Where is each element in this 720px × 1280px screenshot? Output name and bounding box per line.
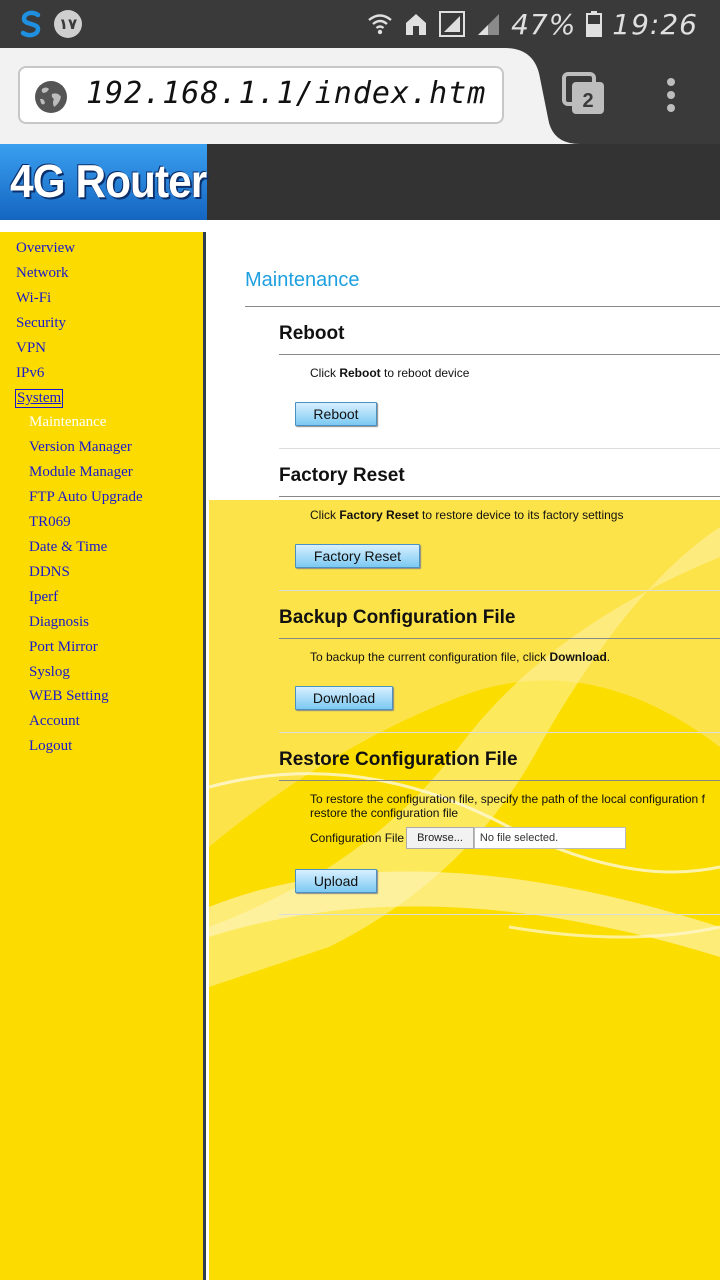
restore-description-line1: To restore the configuration file, specify the path of the local configuration f (310, 792, 705, 806)
sidebar-subitem-iperf[interactable]: Iperf (29, 589, 59, 605)
battery-icon (586, 11, 602, 37)
sidebar-item-system[interactable]: System (17, 390, 62, 406)
home-icon (403, 11, 429, 37)
tabs-icon (560, 70, 610, 120)
browser-toolbar (0, 48, 720, 144)
tab-count: 2 (582, 90, 594, 112)
reboot-description: Click Reboot to reboot device (310, 366, 470, 380)
sidebar-subitem-diagnosis[interactable]: Diagnosis (29, 614, 89, 630)
section-separator (279, 590, 720, 591)
file-status-field: No file selected. (474, 827, 626, 849)
sidebar-nav (0, 232, 206, 1280)
factory-reset-description: Click Factory Reset to restore device to its factory settings (310, 508, 624, 522)
section-separator (279, 914, 720, 915)
more-vert-icon (656, 76, 686, 116)
sidebar-subitem-version-manager[interactable]: Version Manager (29, 439, 132, 455)
page-title: Maintenance (245, 269, 360, 291)
notification-count-badge: ۱۷ (54, 10, 82, 38)
tabs-button[interactable] (560, 70, 610, 120)
sidebar-subitem-account[interactable]: Account (29, 713, 80, 729)
reboot-divider (279, 354, 720, 355)
sidebar-item-network[interactable]: Network (16, 265, 69, 281)
main-content (209, 227, 720, 1280)
reboot-heading: Reboot (279, 323, 345, 344)
sidebar-item-security[interactable]: Security (16, 315, 66, 331)
address-bar[interactable] (18, 66, 504, 124)
restore-description-line2: restore the configuration file (310, 806, 459, 820)
factory-reset-divider (279, 496, 720, 497)
upload-button[interactable]: Upload (295, 869, 377, 893)
overflow-menu-button[interactable] (656, 76, 686, 116)
wifi-icon (367, 11, 393, 37)
section-separator (279, 732, 720, 733)
backup-heading: Backup Configuration File (279, 607, 516, 628)
url-text: 192.168.1.1/index.htm (86, 76, 487, 111)
reboot-button[interactable]: Reboot (295, 402, 377, 426)
sidebar-subitem-port-mirror[interactable]: Port Mirror (29, 639, 98, 655)
globe-icon (34, 80, 68, 114)
factory-reset-button[interactable]: Factory Reset (295, 544, 420, 568)
sidebar-subitem-syslog[interactable]: Syslog (29, 664, 70, 680)
header-divider (0, 220, 720, 227)
sidebar-subitem-ftp-auto-upgrade[interactable]: FTP Auto Upgrade (29, 489, 143, 505)
download-button[interactable]: Download (295, 686, 393, 710)
sidebar-subitem-tr069[interactable]: TR069 (29, 514, 71, 530)
browse-button[interactable]: Browse... (406, 827, 474, 849)
sidebar-item-vpn[interactable]: VPN (16, 340, 47, 356)
factory-reset-heading: Factory Reset (279, 465, 405, 486)
backup-divider (279, 638, 720, 639)
signal-weak-icon (475, 11, 501, 37)
sidebar-subitem-ddns[interactable]: DDNS (29, 564, 70, 580)
sidebar-subitem-maintenance[interactable]: Maintenance (29, 414, 107, 430)
config-file-label: Configuration File (310, 831, 405, 845)
title-divider (245, 306, 720, 307)
status-bar (0, 0, 720, 48)
section-separator (279, 448, 720, 449)
router-header (0, 144, 720, 227)
signal-icon (439, 11, 465, 37)
backup-description: To backup the current configuration file, click Download. (310, 650, 611, 664)
sidebar-item-overview[interactable]: Overview (16, 240, 76, 256)
sidebar-subitem-web-setting[interactable]: WEB Setting (29, 688, 109, 704)
sidebar-item-ipv6[interactable]: IPv6 (16, 365, 45, 381)
config-file-row (310, 827, 626, 849)
clock: 19:26 (612, 7, 698, 41)
restore-divider (279, 780, 720, 781)
router-logo (0, 144, 207, 220)
sidebar-subitem-date-time[interactable]: Date & Time (29, 539, 108, 555)
restore-heading: Restore Configuration File (279, 749, 518, 770)
sidebar-subitem-module-manager[interactable]: Module Manager (29, 464, 133, 480)
router-logo-text: 4G Router (10, 155, 207, 207)
s-app-icon (16, 9, 46, 39)
battery-percent: 47% (511, 7, 577, 41)
sidebar-subitem-logout[interactable]: Logout (29, 738, 73, 754)
sidebar-item-wifi[interactable]: Wi-Fi (16, 290, 52, 306)
